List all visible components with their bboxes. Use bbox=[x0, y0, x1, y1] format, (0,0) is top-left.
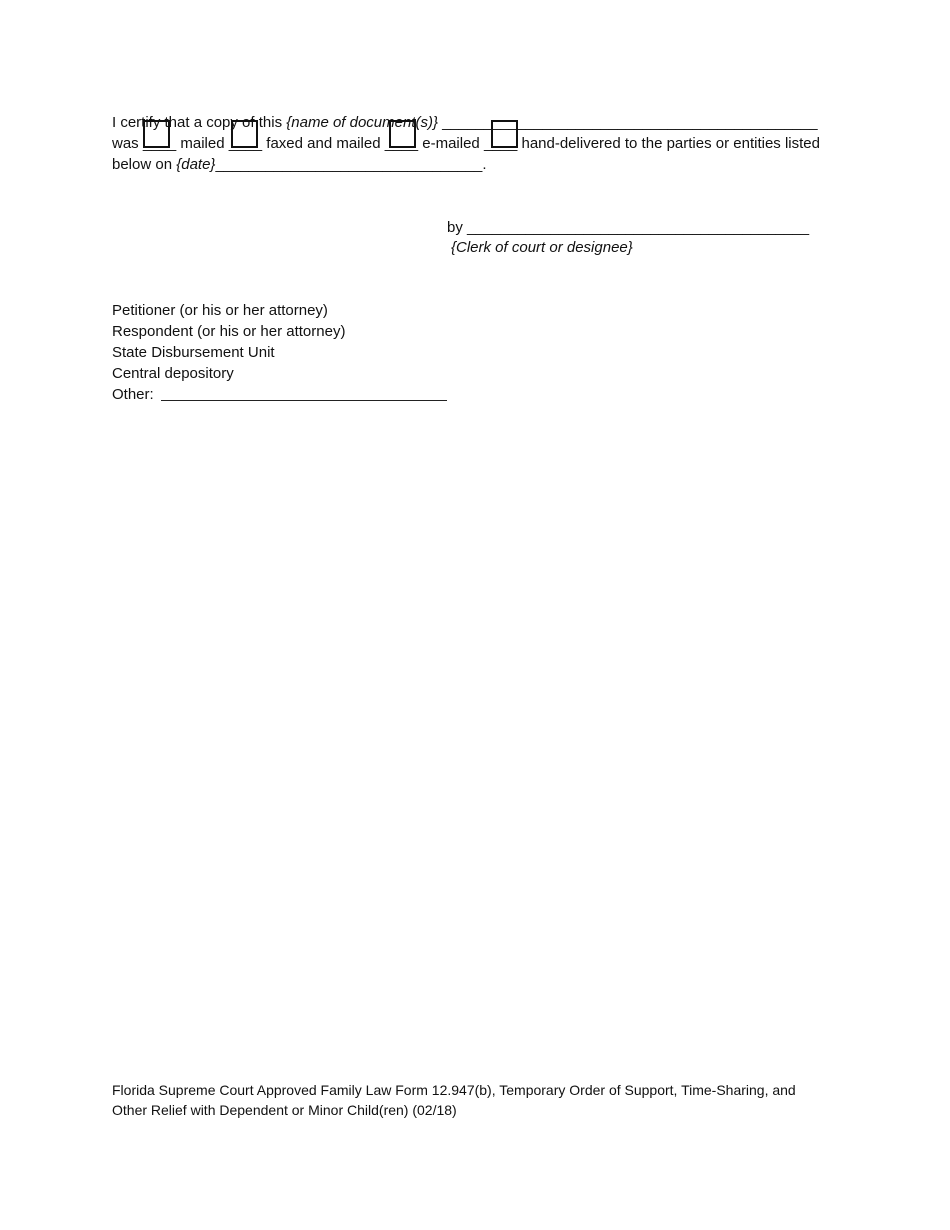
by-signature-line[interactable]: by _________________________________________ bbox=[447, 219, 810, 236]
below-on-label: below on bbox=[112, 156, 177, 173]
faxed-blank: ____ bbox=[228, 135, 263, 152]
clerk-label: {Clerk of court or designee} bbox=[451, 239, 633, 256]
footer-line-1: Florida Supreme Court Approved Family Law Form 12.947(b), Temporary Order of Support, Time-Sharing, and bbox=[112, 1082, 796, 1098]
document-name-blank[interactable]: _____________________________________________ bbox=[438, 114, 818, 131]
mailed-checkbox[interactable] bbox=[143, 120, 170, 148]
hand-delivered-label: hand-delivered to the parties or entities listed bbox=[517, 135, 820, 152]
recipient-central-depository: Central depository bbox=[112, 365, 234, 382]
certify-line-1 bbox=[112, 113, 818, 133]
recipient-petitioner: Petitioner (or his or her attorney) bbox=[112, 302, 328, 319]
recipient-other-label: Other: bbox=[112, 386, 154, 403]
hand-delivered-blank: ____ bbox=[483, 135, 518, 152]
certify-line-3 bbox=[112, 155, 487, 175]
footer-line-2: Other Relief with Dependent or Minor Child(ren) (02/18) bbox=[112, 1102, 457, 1118]
emailed-checkbox[interactable] bbox=[389, 120, 416, 148]
certify-line-2 bbox=[112, 134, 820, 154]
faxed-checkbox[interactable] bbox=[231, 120, 258, 148]
hand-delivered-checkbox[interactable] bbox=[491, 120, 518, 148]
was-label: was bbox=[112, 135, 143, 152]
recipient-respondent: Respondent (or his or her attorney) bbox=[112, 323, 346, 340]
form-footer bbox=[112, 1080, 832, 1120]
certify-prefix: I certify that a copy of this bbox=[112, 114, 287, 131]
mailed-blank: ____ bbox=[142, 135, 177, 152]
emailed-blank: ____ bbox=[384, 135, 419, 152]
emailed-label: e-mailed bbox=[418, 135, 484, 152]
document-name-placeholder: {name of document(s)} bbox=[286, 114, 439, 131]
date-placeholder: {date} bbox=[176, 156, 216, 173]
mailed-label: mailed bbox=[176, 135, 229, 152]
other-input-line[interactable] bbox=[161, 400, 447, 401]
recipient-sdu: State Disbursement Unit bbox=[112, 344, 275, 361]
date-blank[interactable]: ________________________________. bbox=[215, 156, 487, 173]
faxed-label: faxed and mailed bbox=[262, 135, 385, 152]
